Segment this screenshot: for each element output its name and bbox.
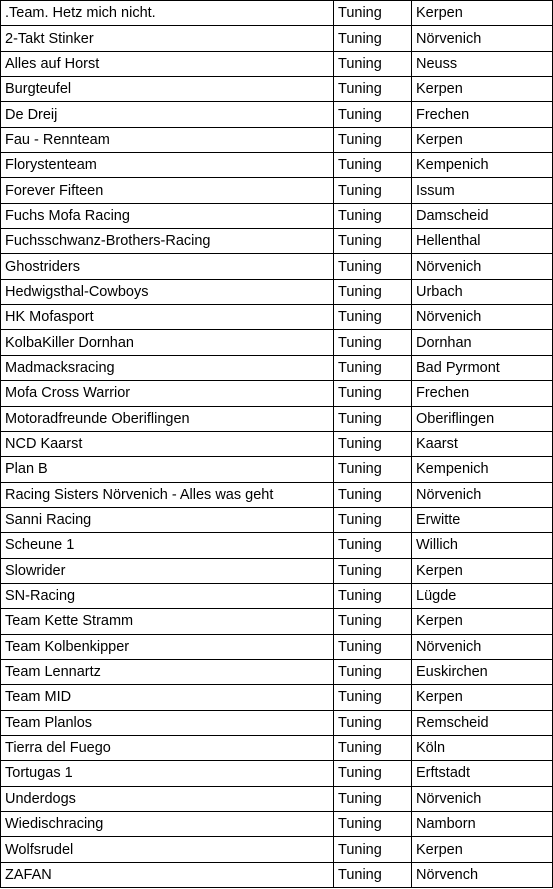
city-cell: Kempenich [412,153,553,178]
city-cell: Nörvenich [412,786,553,811]
class-cell: Tuning [334,381,412,406]
table-body [1,1,553,888]
city-cell: Oberiflingen [412,406,553,431]
table-row [1,634,553,659]
city-cell: Nörvenich [412,634,553,659]
class-cell: Tuning [334,634,412,659]
table-row [1,26,553,51]
table-row [1,330,553,355]
city-cell: Kerpen [412,77,553,102]
table-row [1,279,553,304]
city-cell: Kerpen [412,558,553,583]
team-name-cell: Team Planlos [1,710,334,735]
table-row [1,77,553,102]
class-cell: Tuning [334,178,412,203]
table-row [1,558,553,583]
city-cell: Issum [412,178,553,203]
class-cell: Tuning [334,482,412,507]
class-cell: Tuning [334,786,412,811]
class-cell: Tuning [334,355,412,380]
table-row [1,609,553,634]
city-cell: Nörvenich [412,254,553,279]
table-row [1,659,553,684]
table-row [1,862,553,887]
city-cell: Nörvenich [412,482,553,507]
table-row [1,431,553,456]
class-cell: Tuning [334,583,412,608]
team-name-cell: ZAFAN [1,862,334,887]
city-cell: Willich [412,533,553,558]
class-cell: Tuning [334,761,412,786]
team-name-cell: Madmacksracing [1,355,334,380]
city-cell: Urbach [412,279,553,304]
class-cell: Tuning [334,153,412,178]
city-cell: Kerpen [412,609,553,634]
team-name-cell: Team Kette Stramm [1,609,334,634]
class-cell: Tuning [334,609,412,634]
class-cell: Tuning [334,127,412,152]
table-row [1,507,553,532]
team-name-cell: .Team. Hetz mich nicht. [1,1,334,26]
class-cell: Tuning [334,862,412,887]
table-row [1,381,553,406]
city-cell: Bad Pyrmont [412,355,553,380]
team-name-cell: Team Kolbenkipper [1,634,334,659]
team-name-cell: Racing Sisters Nörvenich - Alles was geht [1,482,334,507]
city-cell: Kempenich [412,457,553,482]
city-cell: Remscheid [412,710,553,735]
city-cell: Hellenthal [412,229,553,254]
team-name-cell: Plan B [1,457,334,482]
team-name-cell: Ghostriders [1,254,334,279]
team-name-cell: Slowrider [1,558,334,583]
class-cell: Tuning [334,279,412,304]
table-row [1,735,553,760]
table-row [1,583,553,608]
table-row [1,710,553,735]
city-cell: Nörvenich [412,305,553,330]
team-name-cell: Fau - Rennteam [1,127,334,152]
city-cell: Frechen [412,381,553,406]
class-cell: Tuning [334,229,412,254]
class-cell: Tuning [334,685,412,710]
class-cell: Tuning [334,51,412,76]
class-cell: Tuning [334,330,412,355]
city-cell: Erftstadt [412,761,553,786]
table-row [1,51,553,76]
team-name-cell: NCD Kaarst [1,431,334,456]
table-row [1,533,553,558]
city-cell: Euskirchen [412,659,553,684]
table-row [1,203,553,228]
team-name-cell: Team MID [1,685,334,710]
team-name-cell: Wiedischracing [1,812,334,837]
table-row [1,254,553,279]
team-name-cell: Forever Fifteen [1,178,334,203]
city-cell: Nörvenich [412,26,553,51]
class-cell: Tuning [334,203,412,228]
class-cell: Tuning [334,26,412,51]
city-cell: Erwitte [412,507,553,532]
team-name-cell: Team Lennartz [1,659,334,684]
city-cell: Köln [412,735,553,760]
class-cell: Tuning [334,735,412,760]
team-name-cell: Alles auf Horst [1,51,334,76]
table-row [1,457,553,482]
class-cell: Tuning [334,254,412,279]
team-name-cell: Fuchs Mofa Racing [1,203,334,228]
table-row [1,685,553,710]
team-name-cell: SN-Racing [1,583,334,608]
city-cell: Frechen [412,102,553,127]
class-cell: Tuning [334,1,412,26]
city-cell: Kaarst [412,431,553,456]
class-cell: Tuning [334,558,412,583]
team-name-cell: 2-Takt Stinker [1,26,334,51]
city-cell: Lügde [412,583,553,608]
table-row [1,355,553,380]
table-row [1,102,553,127]
city-cell: Namborn [412,812,553,837]
table-row [1,178,553,203]
city-cell: Neuss [412,51,553,76]
team-name-cell: Tortugas 1 [1,761,334,786]
city-cell: Kerpen [412,685,553,710]
class-cell: Tuning [334,533,412,558]
team-name-cell: De Dreij [1,102,334,127]
table-row [1,406,553,431]
class-cell: Tuning [334,305,412,330]
table-row [1,153,553,178]
team-name-cell: Burgteufel [1,77,334,102]
team-name-cell: Mofa Cross Warrior [1,381,334,406]
class-cell: Tuning [334,837,412,862]
team-name-cell: HK Mofasport [1,305,334,330]
class-cell: Tuning [334,406,412,431]
team-name-cell: Fuchsschwanz-Brothers-Racing [1,229,334,254]
team-name-cell: Wolfsrudel [1,837,334,862]
class-cell: Tuning [334,457,412,482]
table-row [1,786,553,811]
city-cell: Nörvench [412,862,553,887]
class-cell: Tuning [334,431,412,456]
city-cell: Kerpen [412,837,553,862]
table-row [1,761,553,786]
team-name-cell: KolbaKiller Dornhan [1,330,334,355]
table-row [1,127,553,152]
team-name-cell: Tierra del Fuego [1,735,334,760]
team-name-cell: Hedwigsthal-Cowboys [1,279,334,304]
team-name-cell: Scheune 1 [1,533,334,558]
class-cell: Tuning [334,507,412,532]
team-name-cell: Sanni Racing [1,507,334,532]
table-row [1,482,553,507]
city-cell: Kerpen [412,1,553,26]
table-row [1,1,553,26]
class-cell: Tuning [334,659,412,684]
team-name-cell: Florystenteam [1,153,334,178]
table-row [1,812,553,837]
class-cell: Tuning [334,710,412,735]
city-cell: Dornhan [412,330,553,355]
team-name-cell: Motoradfreunde Oberiflingen [1,406,334,431]
class-cell: Tuning [334,812,412,837]
table-row [1,305,553,330]
city-cell: Kerpen [412,127,553,152]
table-row [1,837,553,862]
class-cell: Tuning [334,77,412,102]
class-cell: Tuning [334,102,412,127]
table-row [1,229,553,254]
team-name-cell: Underdogs [1,786,334,811]
city-cell: Damscheid [412,203,553,228]
